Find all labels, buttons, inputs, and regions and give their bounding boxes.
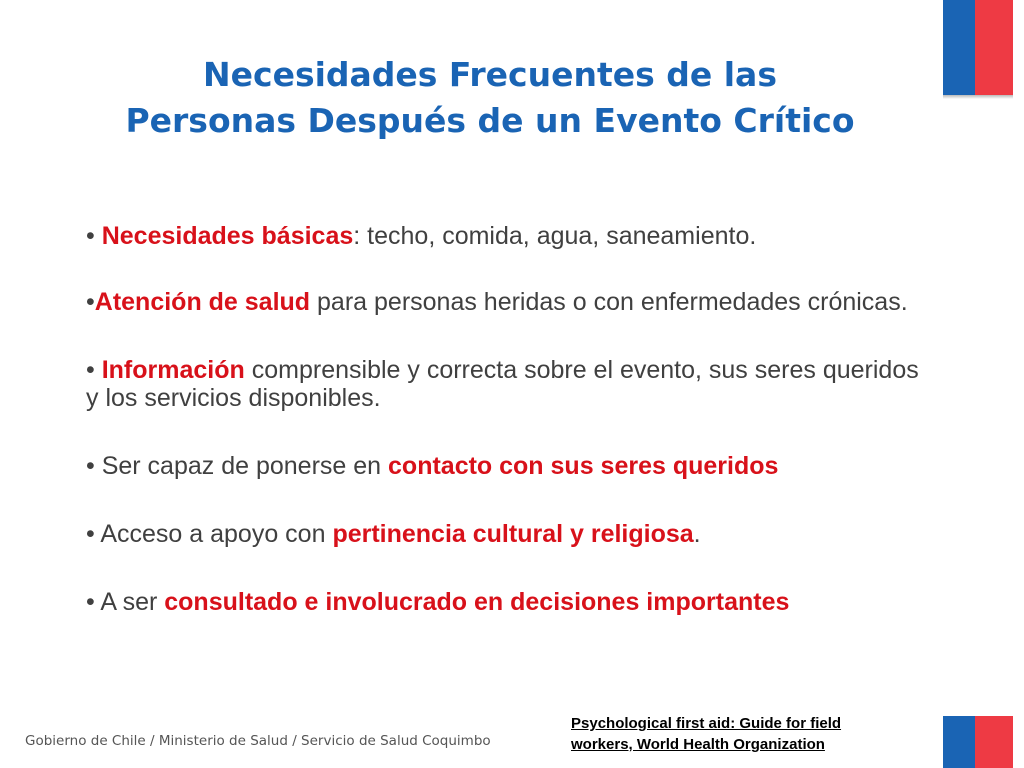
bullet-item-contact	[86, 452, 936, 480]
bullet-symbol: •	[86, 222, 102, 250]
bullet-item-cultural-support	[86, 520, 936, 548]
reference-line-2: workers, World Health Organization	[571, 736, 825, 753]
bullet-suffix: .	[693, 520, 701, 548]
bullet-suffix: : techo, comida, agua, saneamiento.	[353, 222, 757, 250]
bullet-highlight: Atención de salud	[94, 288, 311, 316]
bullet-list	[86, 222, 936, 616]
title-line-2: Personas Después de un Evento Crítico	[125, 101, 855, 140]
bullet-symbol: •	[86, 288, 95, 316]
bullet-prefix	[95, 356, 102, 384]
flag-logo-top	[943, 0, 1013, 95]
bullet-symbol: •	[86, 356, 95, 384]
bullet-symbol: •	[86, 588, 95, 616]
footer-text: Gobierno de Chile / Ministerio de Salud / Servicio de Salud Coquimbo	[25, 733, 491, 749]
bullet-symbol: •	[86, 520, 95, 548]
bullet-suffix: comprensible y correcta sobre el evento, sus seres queridos y los servicios disponibles.	[86, 356, 919, 412]
slide-title	[40, 52, 940, 144]
source-reference-link[interactable]	[571, 713, 901, 755]
reference-line-1: Psychological first aid: Guide for field	[571, 715, 842, 732]
bullet-highlight: pertinencia cultural y religiosa	[332, 520, 694, 548]
bullet-highlight: consultado e involucrado en decisiones importantes	[164, 588, 790, 616]
bullet-symbol: •	[86, 452, 95, 480]
bullet-item-consultation	[86, 588, 936, 616]
bullet-item-information	[86, 356, 936, 412]
bullet-prefix: Acceso a apoyo con	[94, 520, 333, 548]
bullet-highlight: Información	[101, 356, 245, 384]
bullet-prefix: Ser capaz de ponerse en	[94, 452, 389, 480]
bullet-highlight: contacto con sus seres queridos	[388, 452, 779, 480]
bullet-item-health-care	[86, 288, 936, 316]
flag-logo-bottom	[943, 716, 1013, 768]
bullet-highlight: Necesidades básicas	[101, 222, 354, 250]
bullet-suffix: para personas heridas o con enfermedades crónicas.	[310, 288, 908, 316]
title-line-1: Necesidades Frecuentes de las	[203, 55, 777, 94]
bullet-item-basic-needs	[86, 222, 936, 250]
bullet-prefix: A ser	[94, 588, 165, 616]
